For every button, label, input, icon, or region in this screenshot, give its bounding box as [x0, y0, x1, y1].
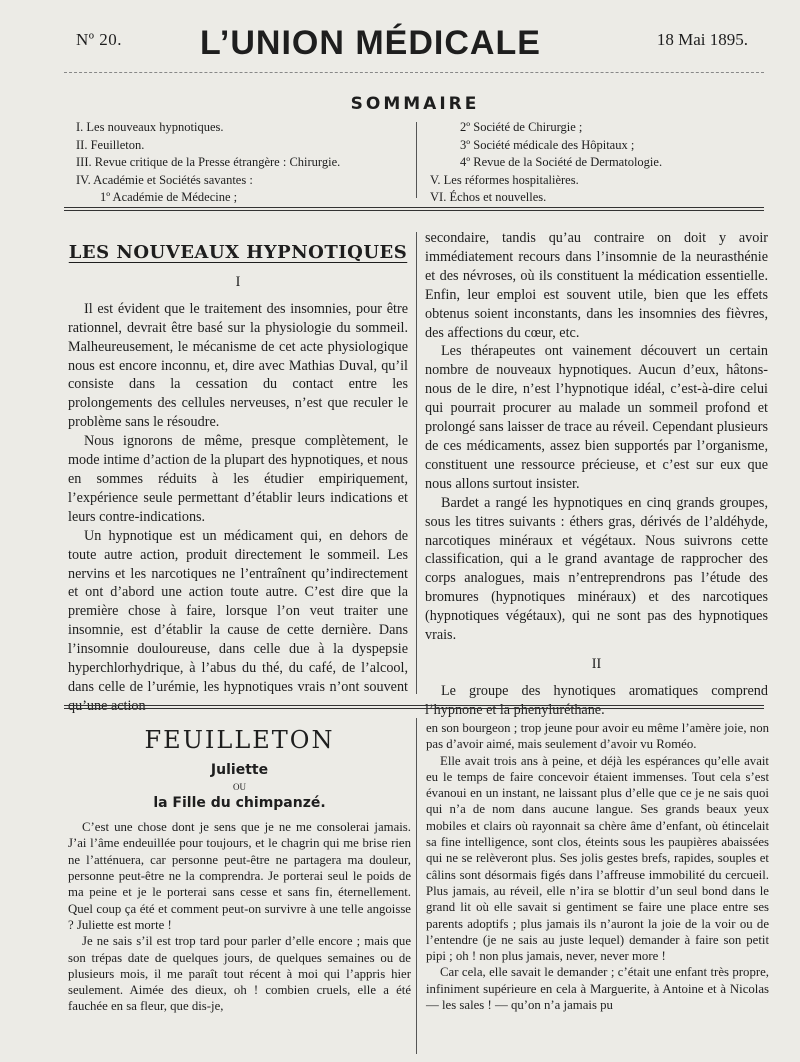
paragraph: en son bourgeon ; trop jeune pour avoir eu même l’amère joie, non pas d’avoir aimé, mais seulement d’avoir vu Roméo. [426, 721, 769, 752]
article-left-column [68, 238, 408, 716]
paragraph: Un hypnotique est un médicament qui, en dehors de toute autre action, produit directement le sommeil. Les nervins et les narcotiques ne l’entraînent qu’indirectement et ont d’abord une action toute autre. C’est dire que la première chose à faire, lorsque l’on veut traiter une insomnie, est d’établir la cause de cette dernière. Dans l’insomnie douloureuse, dans celle due à la dyspepsie hyperchlorhydrique, à l’abus du thé, du café, de l’alcool, dans celle de l’urémie, les hypnotiques vrais n’ont souvent qu’une action [68, 527, 408, 714]
issue-date: 18 Mai 1895. [656, 30, 748, 49]
sommaire-left [76, 119, 416, 207]
article-title: LES NOUVEAUX HYPNOTIQUES [68, 242, 408, 263]
sommaire-item: IV. Académie et Sociétés savantes : [76, 172, 253, 187]
section-number: I [235, 273, 241, 290]
column-divider [416, 718, 417, 1054]
article-right-column [425, 229, 768, 720]
sommaire-item: 3º Société médicale des Hôpitaux ; [460, 137, 635, 152]
story-subtitle: la Fille du chimpanzé. [153, 794, 326, 811]
sommaire-divider [416, 122, 417, 198]
paragraph: Bardet a rangé les hypnotiques en cinq grands groupes, sous les titres suivants : éthers gras, dérivés de l’aldéhyde, narcotiques minéraux et végétaux. Nous suivrons cette classification, qui a le grand avantage de rapprocher des corps analogues, mais n’entreprendrons pas l’étude des bromures (hypnotiques minéraux) et des narcotiques (hypnotiques végétaux), qui ne sont pas des hypnotiques vrais. [425, 494, 768, 644]
section-number: II [591, 655, 602, 672]
paragraph: Elle avait trois ans à peine, et déjà les espérances qu’elle avait eu le temps de faire concevoir étaient immenses. Tout cela s’est évanoui en un instant, ne laissant plus d’elle que ce je ne sais quoi qui n’a de nom dans aucune langue. Ses grands beaux yeux mobiles et clairs où rayonnait sa chère âme d’enfant, où étincelait sa fine intelligence, sont clos, éteints sous les paupières abaissées qui ne se relèveront plus. Ses jolis gestes brefs, rapides, souples et câlins sont désormais figés dans l’affreuse immobilité du cercueil. Plus jamais, au réveil, elle n’ira se blottir d’un seul bond dans le grand lit où elle savait si gentiment se faire une place entre ses parents adoptifs ; plus jamais ils n’auront la joie de la voir ou de l’entendre (je ne sais au juste lequel) demander à faire son petit pipi ; oh ! non plus jamais, never, never more ! [426, 753, 769, 964]
paragraph: Les thérapeutes ont vainement découvert un certain nombre de nouveaux hypnotiques. Aucun d’eux, hâtons-nous de le dire, n’est l’hypnotique idéal, c’est-à-dire celui qui pourrait procurer au malade un sommeil profond et prolongé sans laisser de trace au réveil. Cependant plusieurs de ces médicaments, assez bien supportés par l’organisme, constituent une ressource précieuse, et c’est sur eux que nous allons surtout insister. [425, 343, 768, 492]
column-divider [416, 232, 417, 694]
header-rule [64, 72, 764, 73]
sommaire-item: II. Feuilleton. [76, 137, 145, 152]
sommaire-title: SOMMAIRE [350, 94, 480, 114]
paragraph: secondaire, tandis qu’au contraire on doit y avoir immédiatement recours dans l’insomnie de la neurasthénie et des névroses, où ils constituent la médication essentielle. Enfin, leur emploi est souvent utile, bien que les effets obtenus soient inconstants, dans les insomnies des fièvres, des affections du cœur, etc. [425, 230, 768, 341]
sommaire-right [430, 119, 770, 207]
paragraph: Le groupe des hynotiques aromatiques comprend l’hypnone et la phenyluréthane. [425, 682, 768, 718]
story-title: Juliette [210, 762, 269, 779]
paragraph: Car cela, elle savait le demander ; c’était une enfant très propre, infiniment supérieure en cela à Marguerite, à Antoine et à Nicolas — les sales ! — qu’on n’a jamais pu [426, 965, 769, 1013]
feuilleton-right-column [426, 720, 769, 1013]
sommaire-item: 2º Société de Chirurgie ; [460, 120, 583, 134]
sommaire-item: VI. Échos et nouvelles. [430, 190, 547, 204]
story-title-ou: OU [233, 781, 246, 792]
issue-number: Nº 20. [76, 30, 123, 49]
paragraph: Je ne sais s’il est trop tard pour parler d’elle encore ; mais que son trépas date de quelques jours, de quelques semaines ou de plusieurs mois, il me paraît tout récent à moi qui l’appris hier seulement. Aimée des dieux, oh ! combien cruels, elle a été fauchée en sa fleur, que dis-je, [68, 934, 411, 1014]
sommaire-bottom-rule [64, 207, 764, 211]
sommaire-item: I. Les nouveaux hypnotiques. [76, 120, 224, 134]
sommaire-item: 4º Revue de la Société de Dermatologie. [460, 155, 663, 169]
sommaire-item: III. Revue critique de la Presse étrangère : Chirurgie. [76, 155, 341, 169]
paragraph: C’est une chose dont je sens que je ne me consolerai jamais. J’ai l’âme endeuillée pour toujours, et le chagrin qui me brise rien ne l’atténuera, car personne peut-être ne partagera ma douleur, personne peut-être ne la comprendra. Je porterai seul le poids de ma peine et je le porterai sans cesse et sans fin, éternellement. Quel coup ça été et comment peut-on survivre à une telle angoisse ? Juliette est morte ! [68, 820, 411, 932]
sommaire-item: 1º Académie de Médecine ; [100, 190, 238, 204]
feuilleton-left-column [68, 726, 411, 1015]
feuilleton-title: FEUILLETON [144, 726, 335, 754]
paragraph: Nous ignorons de même, presque complètement, le mode intime d’action de la plupart des hypnotiques, et nous en sommes réduits à les étudier empiriquement, l’expérience seule permettant d’établir leurs indications et leurs contre-indications. [68, 433, 408, 525]
sommaire-item: V. Les réformes hospitalières. [430, 172, 579, 187]
masthead-title: L’UNION MÉDICALE [200, 24, 541, 62]
paragraph: Il est évident que le traitement des insomnies, pour être rationnel, devrait être basé sur la physiologie du sommeil. Malheureusement, le mécanisme de cet acte physiologique nous est encore inconnu, et, dire avec Mathias Duval, qu’il consiste dans la cessation du contact entre les prolongements des cellules nerveuses, n’est que reculer le problème sans le résoudre. [68, 300, 408, 431]
feuilleton-rule [64, 705, 764, 709]
